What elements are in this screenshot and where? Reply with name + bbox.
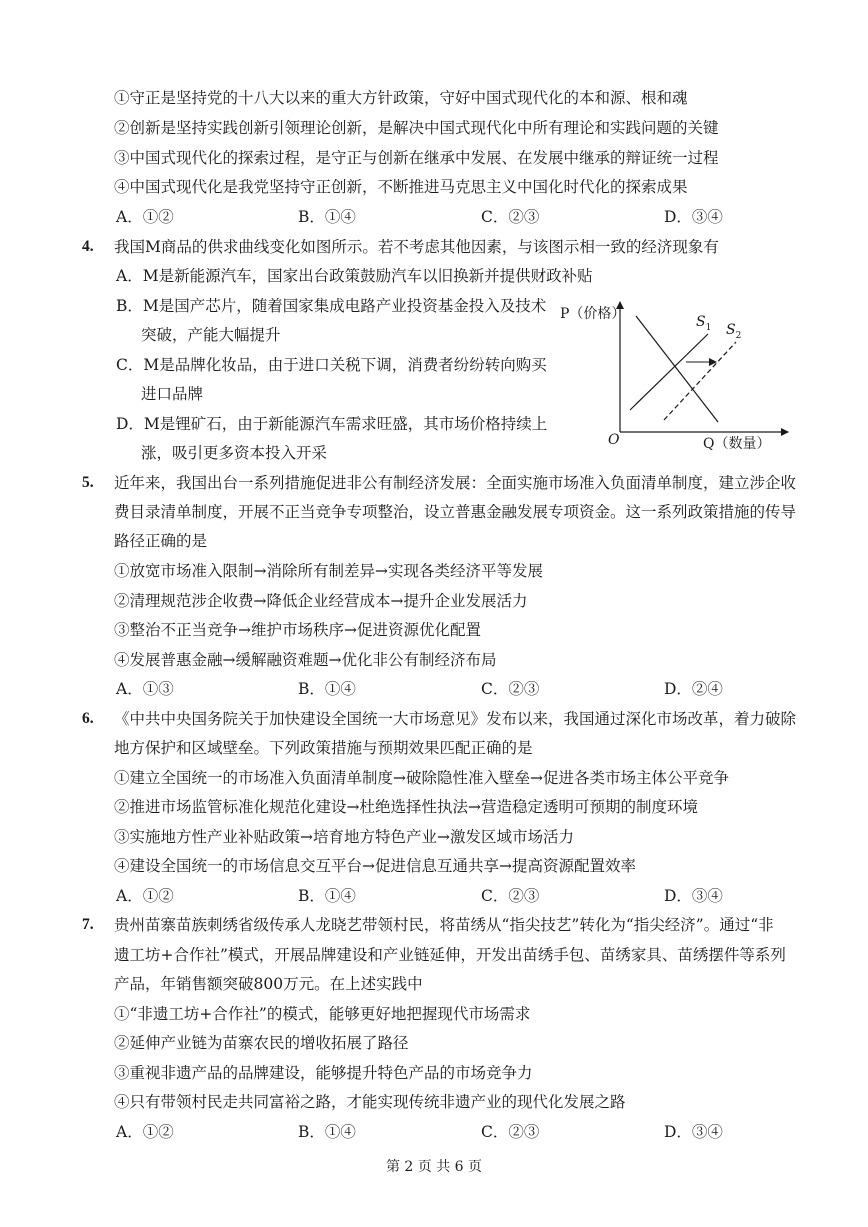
q5-statement-3: ③整治不正当竞争→维护市场秩序→促进资源优化配置 (114, 621, 481, 639)
y-axis-label: P（价格） (560, 306, 626, 322)
q5-number: 5. (82, 474, 94, 491)
q4-choice-c-cont: 进口品牌 (141, 385, 204, 403)
q3-statement-1: ①守正是坚持党的十八大以来的重大方针政策，守好中国式现代化的本和源、根和魂 (114, 89, 688, 107)
q3-option-c: C．②③ (481, 208, 540, 226)
q4-choice-b-cont: 突破，产能大幅提升 (141, 326, 281, 344)
q6-number: 6. (82, 710, 94, 727)
q6-stem-line-2: 地方保护和区域壁垒。下列政策措施与预期效果匹配正确的是 (114, 739, 533, 757)
q4-number: 4. (82, 238, 94, 255)
q6-option-a: A．①② (116, 887, 174, 905)
q3-option-d: D．③④ (664, 208, 723, 226)
q3-statement-3: ③中国式现代化的探索过程，是守正与创新在继承中发展、在发展中继承的辩证统一过程 (114, 149, 719, 167)
q7-option-b: B．①④ (298, 1123, 356, 1141)
q7-statement-2: ②延伸产业链为苗寨农民的增收拓展了路径 (114, 1034, 409, 1052)
q4-choice-c: C．M是品牌化妆品，由于进口关税下调，消费者纷纷转向购买 (116, 356, 547, 374)
q7-stem-line-1: 贵州苗寨苗族刺绣省级传承人龙晓艺带领村民，将苗绣从“指尖技艺”转化为“指尖经济”。通过“非 (114, 916, 774, 934)
page-footer: 第 2 页 共 6 页 (385, 1159, 483, 1175)
q5-option-a: A．①③ (116, 680, 174, 698)
q4-choice-d-cont: 涨，吸引更多资本投入开采 (141, 444, 328, 462)
s2-label-main: S (726, 322, 736, 338)
q4-choice-d: D．M是锂矿石，由于新能源汽车需求旺盛，其市场价格持续上 (116, 415, 548, 433)
supply-curve-s1 (630, 334, 708, 410)
q3-option-a: A．①② (116, 208, 174, 226)
q7-option-d: D．③④ (664, 1123, 723, 1141)
q5-option-b: B．①④ (298, 680, 356, 698)
q6-option-d: D．③④ (664, 887, 723, 905)
q5-stem-line-1: 近年来，我国出台一系列措施促进非公有制经济发展：全面实施市场准入负面清单制度，建立涉企收 (114, 474, 797, 492)
q3-option-b: B．①④ (298, 208, 356, 226)
origin-label: O (608, 432, 620, 448)
q6-statement-1: ①建立全国统一的市场准入负面清单制度→破除隐性准入壁垒→促进各类市场主体公平竞争 (114, 769, 729, 787)
q5-stem-line-3: 路径正确的是 (114, 532, 208, 550)
q7-number: 7. (82, 916, 94, 933)
s2-label (726, 322, 741, 341)
q3-statement-2: ②创新是坚持实践创新引领理论创新，是解决中国式现代化中所有理论和实践问题的关键 (114, 119, 719, 137)
q6-statement-3: ③实施地方性产业补贴政策→培育地方特色产业→激发区域市场活力 (114, 828, 574, 846)
q7-option-c: C．②③ (481, 1123, 540, 1141)
q6-statement-4: ④建设全国统一的市场信息交互平台→促进信息互通共享→提高资源配置效率 (114, 857, 636, 875)
q7-statement-1: ①“非遗工坊+合作社”的模式，能够更好地把握现代市场需求 (114, 1005, 531, 1023)
q3-statement-4: ④中国式现代化是我党坚持守正创新，不断推进马克思主义中国化时代化的探索成果 (114, 178, 688, 196)
q4-stem: 我国M商品的供求曲线变化如图所示。若不考虑其他因素，与该图示相一致的经济现象有 (114, 238, 719, 256)
q6-option-b: B．①④ (298, 887, 356, 905)
s1-label-sub: 1 (705, 323, 712, 333)
q5-statement-4: ④发展普惠金融→缓解融资难题→优化非公有制经济布局 (114, 651, 497, 669)
q6-statement-2: ②推进市场监管标准化规范化建设→杜绝选择性执法→营造稳定透明可预期的制度环境 (114, 798, 698, 816)
q5-option-d: D．②④ (664, 680, 723, 698)
q7-statement-4: ④只有带领村民走共同富裕之路，才能实现传统非遗产业的现代化发展之路 (114, 1093, 626, 1111)
q5-stem-line-2: 费目录清单制度，开展不正当竞争专项整治，设立普惠金融发展专项资金。这一系列政策措施的传导 (114, 503, 797, 521)
supply-demand-graph (558, 298, 798, 458)
q7-stem-line-2: 遗工坊+合作社”模式，开展品牌建设和产业链延伸，开发出苗绣手包、苗绣家具、苗绣摆件等系列 (114, 946, 786, 964)
s1-label (696, 314, 711, 333)
q5-statement-1: ①放宽市场准入限制→消除所有制差异→实现各类经济平等发展 (114, 562, 543, 580)
q5-statement-2: ②清理规范涉企收费→降低企业经营成本→提升企业发展活力 (114, 592, 528, 610)
q7-option-a: A．①② (116, 1123, 174, 1141)
q7-statement-3: ③重视非遗产品的品牌建设，能够提升特色产品的市场竞争力 (114, 1064, 533, 1082)
q6-stem-line-1: 《中共中央国务院关于加快建设全国统一大市场意见》发布以来，我国通过深化市场改革，着力破除 (114, 710, 797, 728)
supply-curve-s2 (664, 342, 736, 420)
s2-label-sub: 2 (735, 331, 742, 341)
q7-stem-line-3: 产品，年销售额突破800万元。在上述实践中 (114, 975, 423, 993)
q6-option-c: C．②③ (481, 887, 540, 905)
q4-choice-b: B．M是国产芯片，随着国家集成电路产业投资基金投入及技术 (116, 297, 547, 315)
q4-choice-a: A．M是新能源汽车，国家出台政策鼓励汽车以旧换新并提供财政补贴 (116, 267, 593, 285)
x-axis-label: Q（数量） (703, 436, 771, 452)
s1-label-main: S (696, 314, 706, 330)
q5-option-c: C．②③ (481, 680, 540, 698)
